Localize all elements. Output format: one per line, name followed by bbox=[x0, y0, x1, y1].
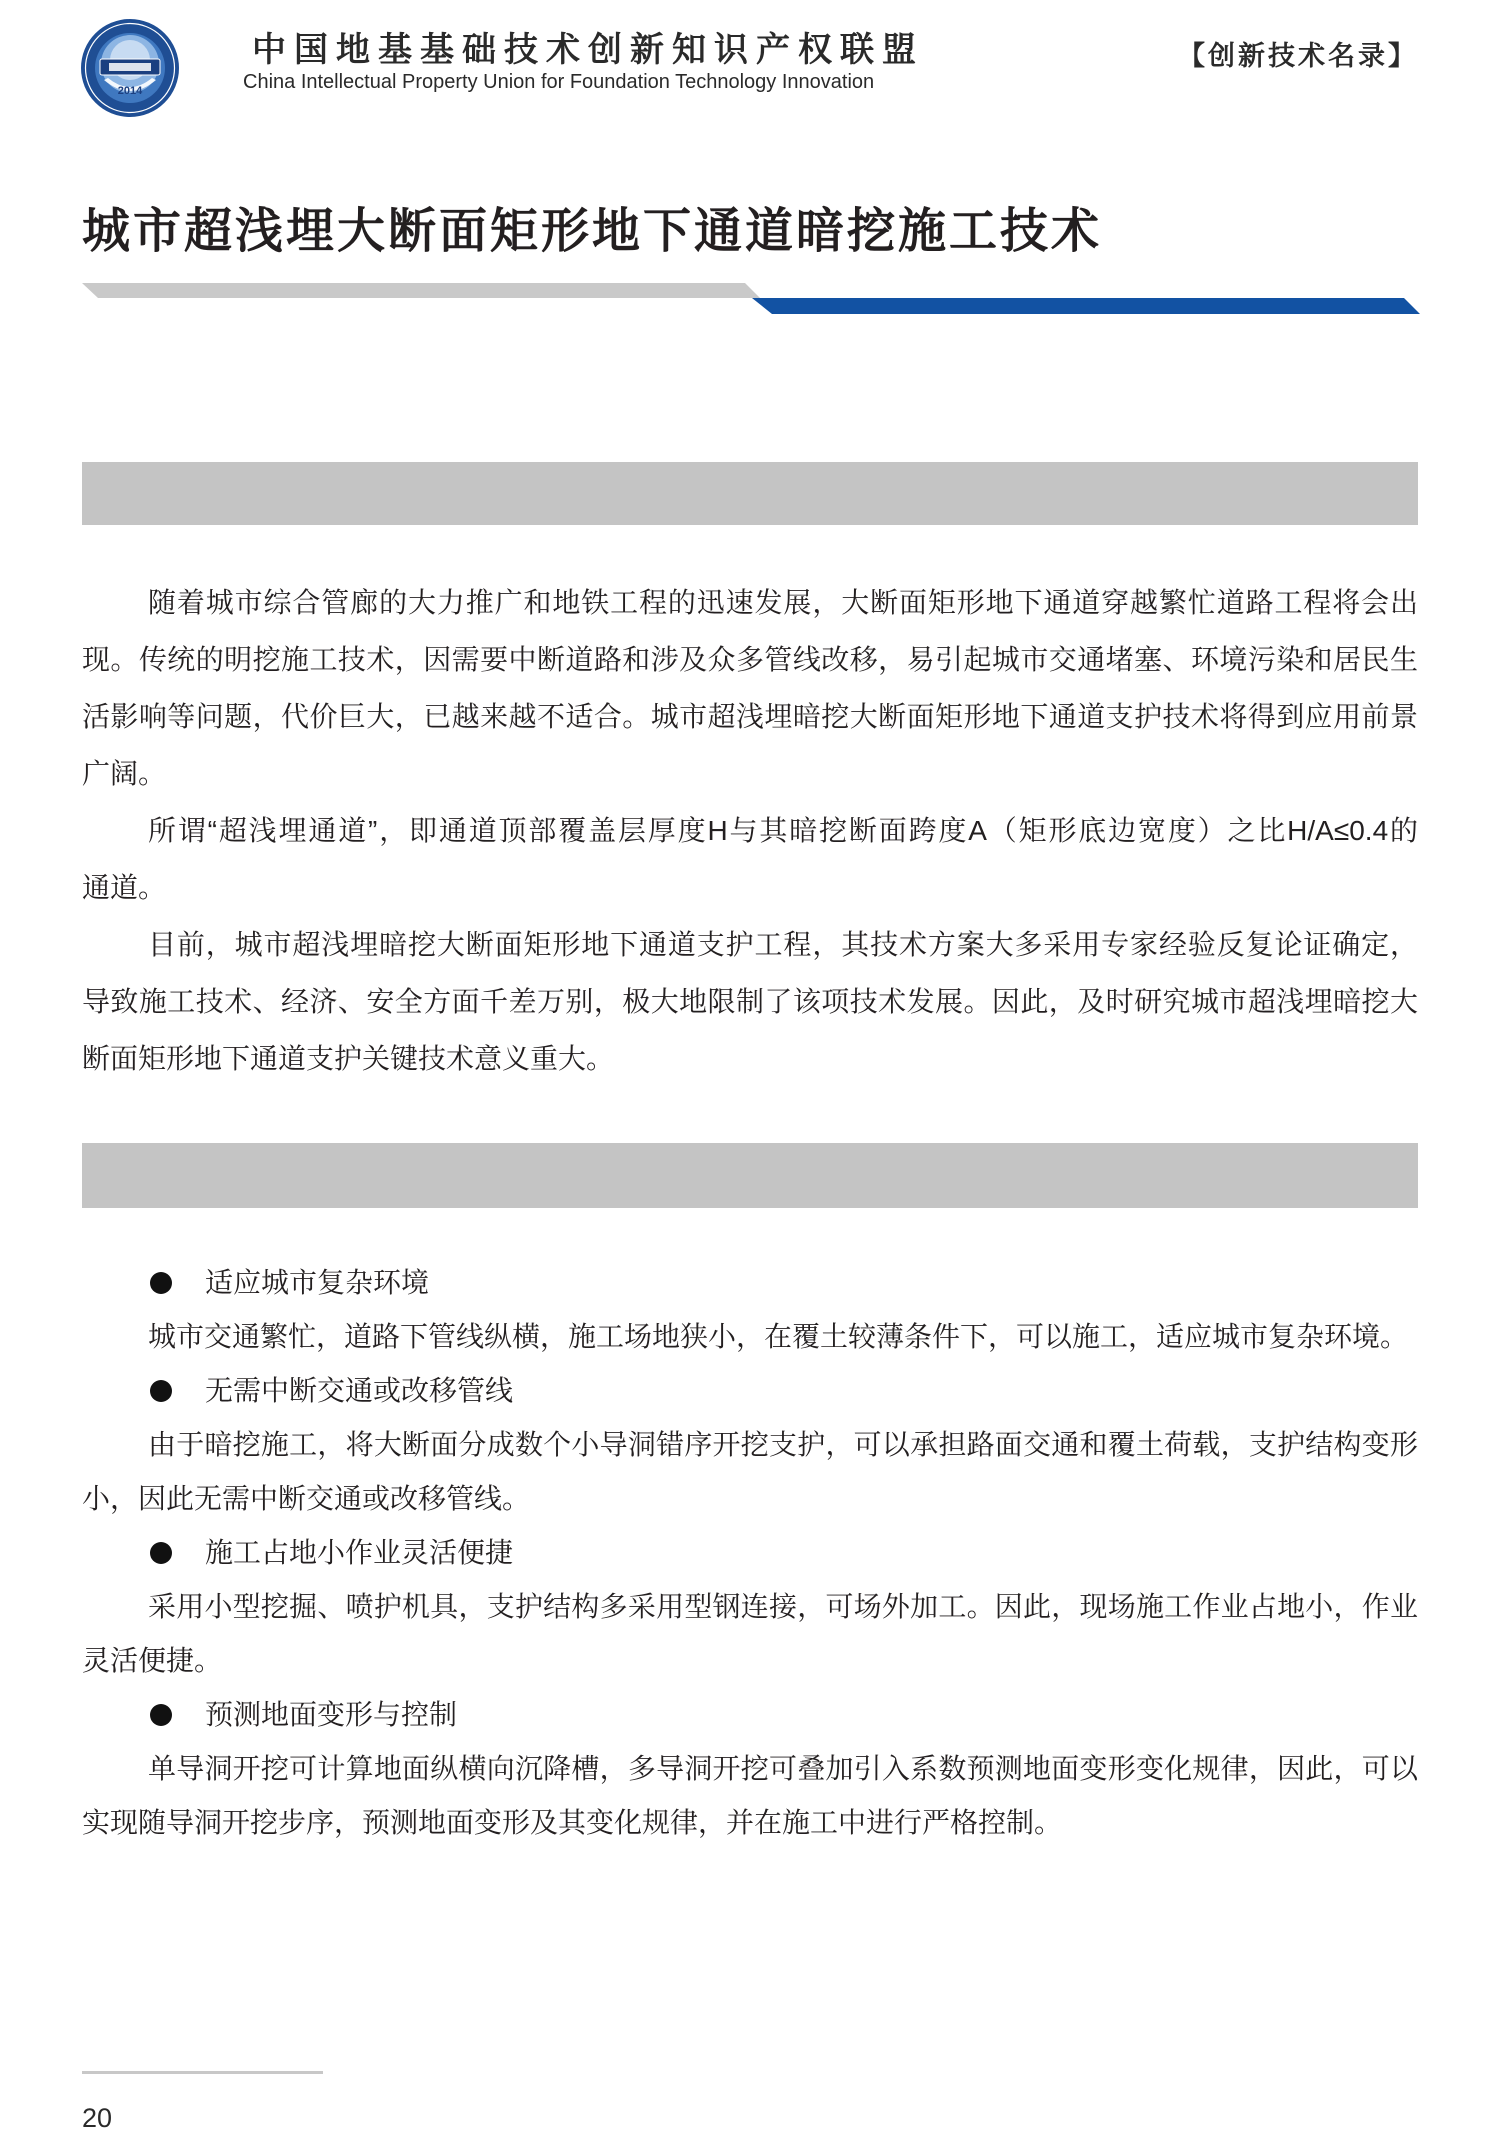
section-heading-background bbox=[82, 462, 1418, 578]
paragraph-line: 单导洞开挖可计算地面纵横向沉降槽，多导洞开挖可叠加引入系数预测地面变形变化规律，因此，可以 bbox=[148, 1753, 1418, 1784]
advantage-title-row bbox=[82, 1688, 1418, 1742]
advantage-item bbox=[82, 1526, 1418, 1688]
paragraph-line: 城市交通繁忙，道路下管线纵横，施工场地狭小，在覆土较薄条件下，可以施工，适应城市复杂环境。 bbox=[148, 1321, 1409, 1352]
paragraph-line: 灵活便捷。 bbox=[82, 1645, 223, 1676]
section-heading-text: 技术背景/Technical background bbox=[141, 535, 697, 578]
paragraph-line: 通道。 bbox=[82, 872, 167, 903]
advantage-title-row bbox=[82, 1256, 1418, 1310]
section-heading-advantages bbox=[82, 1143, 1418, 1262]
bullet-icon bbox=[150, 1542, 172, 1564]
paragraph-line: 随着城市综合管廊的大力推广和地铁工程的迅速发展，大断面矩形地下通道穿越繁忙道路工程将会出 bbox=[148, 587, 1418, 618]
advantage-item bbox=[82, 1688, 1418, 1850]
paragraph-line: 采用小型挖掘、喷护机具，支护结构多采用型钢连接，可场外加工。因此，现场施工作业占地小，作业 bbox=[148, 1591, 1418, 1622]
page-number: 20 bbox=[82, 2103, 113, 2133]
logo-year: 2014 bbox=[117, 85, 143, 97]
advantage-title: 预测地面变形与控制 bbox=[205, 1699, 458, 1730]
paragraph-line: 导致施工技术、经济、安全方面千差万别，极大地限制了该项技术发展。因此，及时研究城市超浅埋暗挖大 bbox=[82, 986, 1418, 1017]
org-name-cn: 中国地基基础技术创新知识产权联盟 bbox=[252, 30, 924, 70]
org-name-en: China Intellectual Property Union for Foundation Technology Innovation bbox=[243, 71, 875, 93]
advantage-title: 无需中断交通或改移管线 bbox=[205, 1375, 514, 1406]
bullet-icon bbox=[150, 1704, 172, 1726]
alliance-emblem-icon bbox=[80, 18, 180, 118]
bullet-icon bbox=[150, 1380, 172, 1402]
paragraph bbox=[82, 916, 1418, 1087]
page-title: 城市超浅埋大断面矩形地下通道暗挖施工技术 bbox=[82, 205, 1103, 258]
paragraph-line: 由于暗挖施工，将大断面分成数个小导洞错序开挖支护，可以承担路面交通和覆土荷载，支护结构变形 bbox=[148, 1429, 1418, 1460]
title-divider bbox=[82, 280, 1422, 316]
category-tag: 【创新技术名录】 bbox=[1178, 41, 1418, 72]
section-body-background bbox=[82, 574, 1418, 1087]
paragraph-line: 断面矩形地下通道支护关键技术意义重大。 bbox=[82, 1043, 615, 1074]
footer-divider bbox=[82, 2071, 323, 2074]
paragraph bbox=[82, 574, 1418, 802]
advantage-title: 施工占地小作业灵活便捷 bbox=[205, 1537, 514, 1568]
paragraph-line: 广阔。 bbox=[82, 758, 167, 789]
paragraph-line: 所谓“超浅埋通道”，即通道顶部覆盖层厚度H与其暗挖断面跨度A（矩形底边宽度）之比H/A≤0.4的 bbox=[148, 815, 1418, 846]
advantage-title-row bbox=[82, 1526, 1418, 1580]
advantage-title: 适应城市复杂环境 bbox=[205, 1267, 430, 1298]
advantage-item bbox=[82, 1256, 1418, 1364]
title-divider-gray-segment bbox=[82, 283, 760, 298]
paragraph-line: 目前，城市超浅埋暗挖大断面矩形地下通道支护工程，其技术方案大多采用专家经验反复论证确定， bbox=[148, 929, 1418, 960]
paragraph-line: 活影响等问题，代价巨大，已越来越不适合。城市超浅埋暗挖大断面矩形地下通道支护技术将得到应用前景 bbox=[82, 701, 1418, 732]
paragraph-line: 小，因此无需中断交通或改移管线。 bbox=[82, 1483, 531, 1514]
paragraph bbox=[82, 802, 1418, 916]
advantage-item bbox=[82, 1364, 1418, 1526]
paragraph-line: 实现随导洞开挖步序，预测地面变形及其变化规律，并在施工中进行严格控制。 bbox=[82, 1807, 1063, 1838]
bullet-icon bbox=[150, 1272, 172, 1294]
section-heading-text: 技术特点及优势/Technical characteristics and advantages bbox=[141, 1219, 1169, 1262]
paragraph-line: 现。传统的明挖施工技术，因需要中断道路和涉及众多管线改移，易引起城市交通堵塞、环境污染和居民生 bbox=[82, 644, 1418, 675]
title-divider-blue-segment bbox=[752, 298, 1420, 314]
section-body-advantages bbox=[82, 1256, 1418, 1850]
advantage-title-row bbox=[82, 1364, 1418, 1418]
